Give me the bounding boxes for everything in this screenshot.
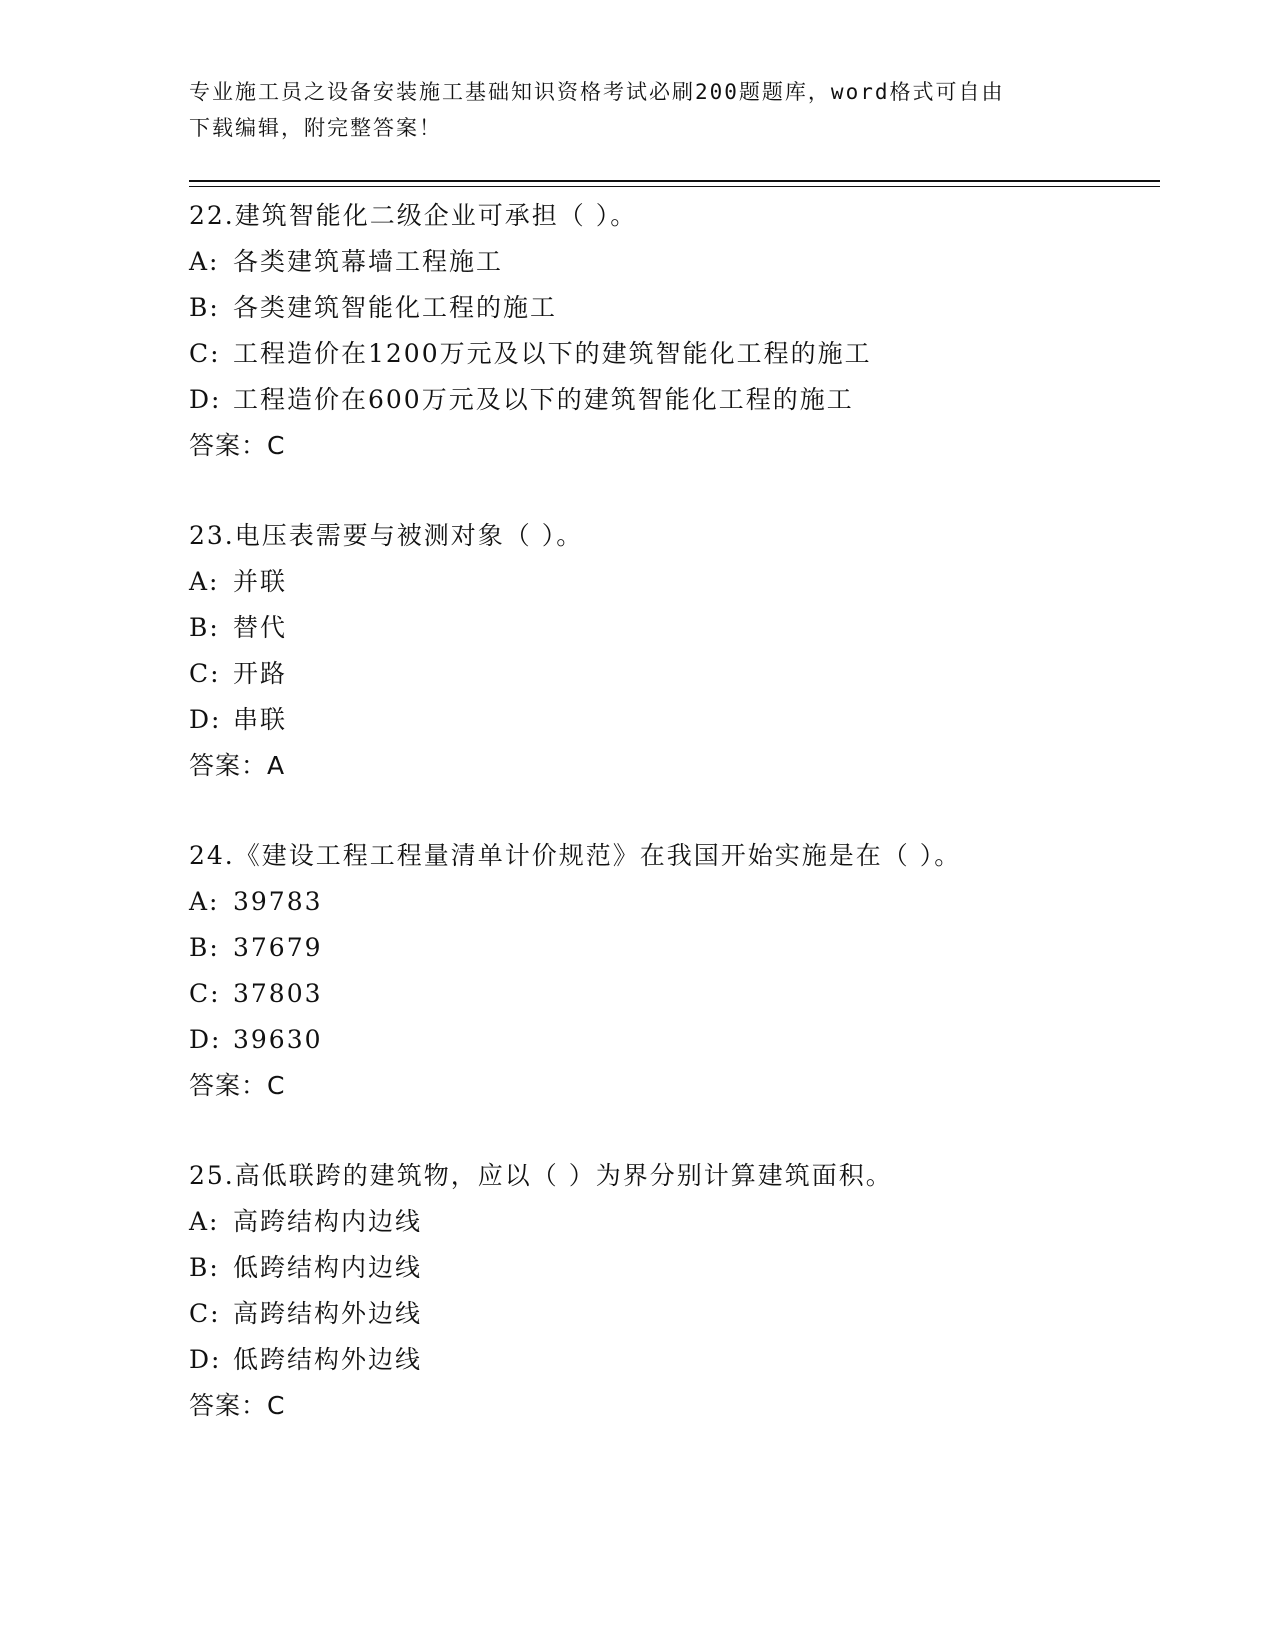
option-label: B: xyxy=(189,293,220,322)
option-text: 替代 xyxy=(233,613,288,642)
answer-text: 答案：C xyxy=(189,1391,286,1420)
option-d xyxy=(189,697,1149,743)
option-a xyxy=(189,1199,1149,1245)
option-text: 开路 xyxy=(233,659,288,688)
option-d xyxy=(189,1337,1149,1383)
question-22 xyxy=(189,193,1149,469)
question-stem: 24.《建设工程工程量清单计价规范》在我国开始实施是在（ ）。 xyxy=(189,841,962,870)
question-list xyxy=(189,193,1149,1473)
answer-text: 答案：C xyxy=(189,431,286,460)
option-label: D: xyxy=(189,705,222,734)
option-a xyxy=(189,559,1149,605)
option-text: 低跨结构外边线 xyxy=(233,1345,423,1374)
header-line-1: 专业施工员之设备安装施工基础知识资格考试必刷200题题库，word格式可自由 xyxy=(189,80,1005,104)
option-text: 37679 xyxy=(233,933,323,962)
question-stem: 23.电压表需要与被测对象（ ）。 xyxy=(189,521,584,550)
option-label: C: xyxy=(189,1299,221,1328)
question-25 xyxy=(189,1153,1149,1429)
option-label: A: xyxy=(189,1207,220,1236)
answer-text: 答案：C xyxy=(189,1071,286,1100)
option-label: B: xyxy=(189,933,220,962)
option-d xyxy=(189,377,1149,423)
option-text: 并联 xyxy=(233,567,288,596)
option-label: C: xyxy=(189,339,221,368)
option-label: A: xyxy=(189,247,220,276)
option-label: A: xyxy=(189,887,220,916)
option-b xyxy=(189,605,1149,651)
question-23 xyxy=(189,513,1149,789)
question-24 xyxy=(189,833,1149,1109)
option-label: D: xyxy=(189,1025,222,1054)
option-label: B: xyxy=(189,1253,220,1282)
option-a xyxy=(189,239,1149,285)
answer-text: 答案：A xyxy=(189,751,286,780)
option-c xyxy=(189,331,1149,377)
option-c xyxy=(189,1291,1149,1337)
header-divider-thin xyxy=(189,186,1160,187)
question-stem: 22.建筑智能化二级企业可承担（ ）。 xyxy=(189,201,638,230)
option-label: D: xyxy=(189,1345,222,1374)
option-text: 37803 xyxy=(233,979,323,1008)
option-label: D: xyxy=(189,385,222,414)
option-a xyxy=(189,879,1149,925)
option-label: C: xyxy=(189,979,221,1008)
option-text: 各类建筑智能化工程的施工 xyxy=(233,293,558,322)
header-line-2: 下载编辑，附完整答案！ xyxy=(189,116,442,140)
option-text: 串联 xyxy=(233,705,288,734)
option-text: 工程造价在1200万元及以下的建筑智能化工程的施工 xyxy=(233,339,872,368)
option-b xyxy=(189,285,1149,331)
option-text: 各类建筑幕墙工程施工 xyxy=(233,247,504,276)
header-divider-thick xyxy=(189,180,1160,182)
option-label: C: xyxy=(189,659,221,688)
option-c xyxy=(189,651,1149,697)
option-text: 高跨结构内边线 xyxy=(233,1207,423,1236)
document-header xyxy=(189,74,1069,146)
question-stem: 25.高低联跨的建筑物，应以（ ）为界分别计算建筑面积。 xyxy=(189,1161,893,1190)
option-b xyxy=(189,925,1149,971)
option-text: 高跨结构外边线 xyxy=(233,1299,423,1328)
option-text: 工程造价在600万元及以下的建筑智能化工程的施工 xyxy=(233,385,854,414)
option-text: 39783 xyxy=(233,887,323,916)
option-b xyxy=(189,1245,1149,1291)
option-text: 39630 xyxy=(233,1025,323,1054)
option-d xyxy=(189,1017,1149,1063)
option-c xyxy=(189,971,1149,1017)
option-label: A: xyxy=(189,567,220,596)
option-text: 低跨结构内边线 xyxy=(233,1253,423,1282)
option-label: B: xyxy=(189,613,220,642)
